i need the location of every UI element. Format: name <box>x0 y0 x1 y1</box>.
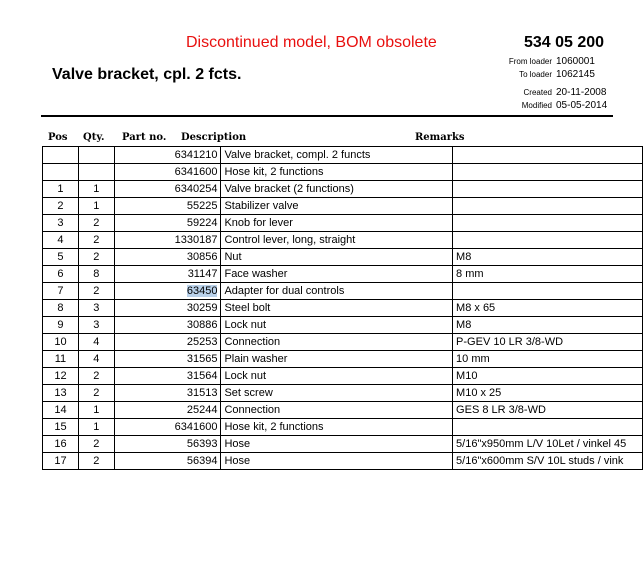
cell-pos: 17 <box>43 453 79 470</box>
cell-remarks: 5/16"x600mm S/V 10L studs / vink <box>453 453 643 470</box>
table-row <box>43 283 643 300</box>
cell-qty <box>78 164 114 181</box>
cell-part-no: 6341600 <box>114 419 221 436</box>
cell-pos: 10 <box>43 334 79 351</box>
cell-pos: 11 <box>43 351 79 368</box>
cell-pos: 7 <box>43 283 79 300</box>
cell-qty: 4 <box>78 351 114 368</box>
cell-part-no: 1330187 <box>114 232 221 249</box>
cell-description: Control lever, long, straight <box>221 232 453 249</box>
cell-description: Connection <box>221 402 453 419</box>
cell-part-no: 30259 <box>114 300 221 317</box>
cell-description: Steel bolt <box>221 300 453 317</box>
cell-remarks: M10 <box>453 368 643 385</box>
cell-description: Connection <box>221 334 453 351</box>
cell-pos: 1 <box>43 181 79 198</box>
cell-description: Adapter for dual controls <box>221 283 453 300</box>
created-value: 20-11-2008 <box>556 87 607 98</box>
cell-part-no: 31565 <box>114 351 221 368</box>
from-loader-row <box>488 56 595 67</box>
cell-part-no <box>114 283 221 300</box>
cell-remarks: M10 x 25 <box>453 385 643 402</box>
cell-part-no: 56394 <box>114 453 221 470</box>
cell-description: Plain washer <box>221 351 453 368</box>
table-row <box>43 436 643 453</box>
cell-remarks: P-GEV 10 LR 3/8-WD <box>453 334 643 351</box>
cell-part-no: 56393 <box>114 436 221 453</box>
cell-remarks <box>453 147 643 164</box>
cell-qty: 2 <box>78 368 114 385</box>
table-row <box>43 147 643 164</box>
cell-pos <box>43 164 79 181</box>
table-row <box>43 300 643 317</box>
to-loader-label: To loader <box>519 70 552 79</box>
cell-pos: 9 <box>43 317 79 334</box>
cell-qty: 2 <box>78 249 114 266</box>
cell-qty: 1 <box>78 419 114 436</box>
cell-qty: 3 <box>78 300 114 317</box>
to-loader-row <box>488 69 595 80</box>
cell-part-no: 6341600 <box>114 164 221 181</box>
created-label: Created <box>523 88 552 97</box>
table-row <box>43 402 643 419</box>
cell-part-no: 31513 <box>114 385 221 402</box>
table-row <box>43 419 643 436</box>
table-row <box>43 385 643 402</box>
table-row <box>43 215 643 232</box>
cell-remarks <box>453 198 643 215</box>
cell-qty: 1 <box>78 402 114 419</box>
cell-part-no: 6340254 <box>114 181 221 198</box>
column-header-pos: Pos <box>48 132 68 143</box>
bom-table <box>42 146 643 470</box>
cell-qty: 2 <box>78 232 114 249</box>
table-row <box>43 453 643 470</box>
column-header-qty: Qty. <box>83 132 105 143</box>
cell-remarks <box>453 164 643 181</box>
cell-qty: 4 <box>78 334 114 351</box>
obsolete-notice: Discontinued model, BOM obsolete <box>186 34 437 51</box>
cell-pos: 6 <box>43 266 79 283</box>
table-row <box>43 198 643 215</box>
column-header-part: Part no. <box>122 132 167 143</box>
modified-value: 05-05-2014 <box>556 100 608 111</box>
cell-part-no: 30856 <box>114 249 221 266</box>
cell-description: Nut <box>221 249 453 266</box>
cell-remarks: GES 8 LR 3/8-WD <box>453 402 643 419</box>
cell-description: Lock nut <box>221 317 453 334</box>
table-row <box>43 368 643 385</box>
cell-description: Face washer <box>221 266 453 283</box>
cell-description: Lock nut <box>221 368 453 385</box>
cell-description: Valve bracket (2 functions) <box>221 181 453 198</box>
table-row <box>43 181 643 198</box>
cell-remarks: 8 mm <box>453 266 643 283</box>
table-row <box>43 334 643 351</box>
cell-remarks <box>453 215 643 232</box>
cell-pos: 2 <box>43 198 79 215</box>
cell-remarks: M8 <box>453 249 643 266</box>
cell-pos: 5 <box>43 249 79 266</box>
cell-part-no: 31564 <box>114 368 221 385</box>
column-header-remarks: Remarks <box>415 132 465 143</box>
cell-qty: 2 <box>78 385 114 402</box>
cell-remarks <box>453 419 643 436</box>
cell-remarks <box>453 283 643 300</box>
cell-qty: 1 <box>78 181 114 198</box>
cell-remarks <box>453 232 643 249</box>
cell-part-no: 55225 <box>114 198 221 215</box>
cell-qty: 1 <box>78 198 114 215</box>
cell-part-no: 25244 <box>114 402 221 419</box>
cell-description: Hose <box>221 436 453 453</box>
cell-qty: 2 <box>78 436 114 453</box>
cell-description: Set screw <box>221 385 453 402</box>
from-loader-label: From loader <box>508 57 552 66</box>
cell-remarks: M8 x 65 <box>453 300 643 317</box>
cell-pos: 13 <box>43 385 79 402</box>
created-row <box>488 87 606 98</box>
page-title: Valve bracket, cpl. 2 fcts. <box>52 66 242 83</box>
cell-description: Valve bracket, compl. 2 functs <box>221 147 453 164</box>
cell-remarks: 5/16"x950mm L/V 10Let / vinkel 45 <box>453 436 643 453</box>
modified-row <box>488 100 607 111</box>
selected-part-number[interactable]: 63450 <box>186 284 218 297</box>
cell-pos: 15 <box>43 419 79 436</box>
cell-part-no: 30886 <box>114 317 221 334</box>
cell-part-no: 6341210 <box>114 147 221 164</box>
cell-pos: 12 <box>43 368 79 385</box>
cell-qty: 8 <box>78 266 114 283</box>
cell-description: Hose <box>221 453 453 470</box>
cell-part-no: 25253 <box>114 334 221 351</box>
cell-part-no: 31147 <box>114 266 221 283</box>
cell-pos: 8 <box>43 300 79 317</box>
modified-label: Modified <box>521 101 552 110</box>
cell-qty <box>78 147 114 164</box>
header-divider <box>41 115 613 117</box>
to-loader-value: 1062145 <box>556 69 595 80</box>
cell-pos <box>43 147 79 164</box>
table-row <box>43 351 643 368</box>
table-row <box>43 232 643 249</box>
table-row <box>43 249 643 266</box>
cell-part-no: 59224 <box>114 215 221 232</box>
table-row <box>43 164 643 181</box>
document-number: 534 05 200 <box>524 34 605 51</box>
column-header-description: Description <box>181 132 247 143</box>
cell-description: Hose kit, 2 functions <box>221 419 453 436</box>
bom-table-body <box>43 147 643 470</box>
cell-qty: 3 <box>78 317 114 334</box>
cell-pos: 3 <box>43 215 79 232</box>
cell-qty: 2 <box>78 453 114 470</box>
cell-remarks: 10 mm <box>453 351 643 368</box>
cell-pos: 14 <box>43 402 79 419</box>
from-loader-value: 1060001 <box>556 56 595 67</box>
cell-qty: 2 <box>78 283 114 300</box>
table-row <box>43 266 643 283</box>
cell-description: Hose kit, 2 functions <box>221 164 453 181</box>
cell-remarks <box>453 181 643 198</box>
cell-pos: 16 <box>43 436 79 453</box>
cell-pos: 4 <box>43 232 79 249</box>
cell-description: Knob for lever <box>221 215 453 232</box>
cell-remarks: M8 <box>453 317 643 334</box>
cell-description: Stabilizer valve <box>221 198 453 215</box>
table-row <box>43 317 643 334</box>
cell-qty: 2 <box>78 215 114 232</box>
